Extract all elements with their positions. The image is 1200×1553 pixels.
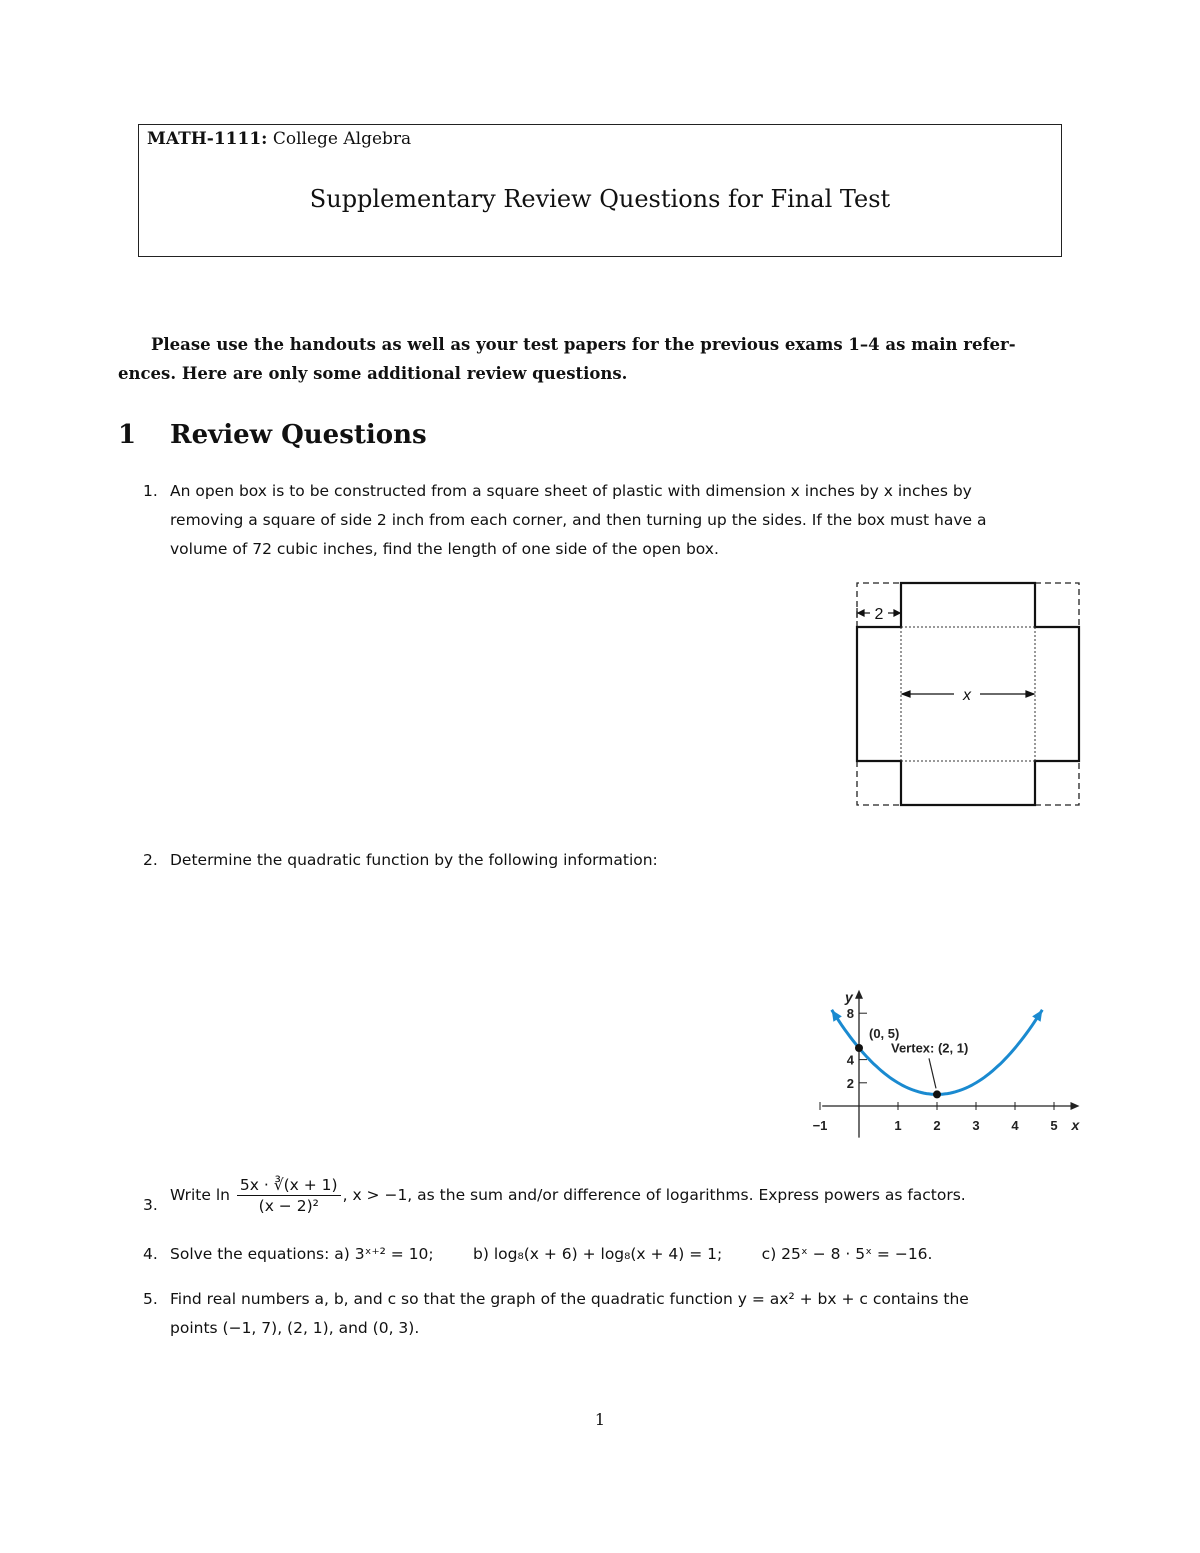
side-length-label: 2 <box>874 606 884 623</box>
log-fraction <box>237 1175 341 1216</box>
question-body <box>170 477 1080 564</box>
course-name: College Algebra <box>272 129 412 149</box>
x-axis-label: x <box>1071 1117 1080 1133</box>
y-tick-label: 2 <box>846 1075 854 1091</box>
y-tick-label: 8 <box>846 1006 854 1022</box>
question-line: points (−1, 7), (2, 1), and (0, 3). <box>170 1319 420 1337</box>
course-label <box>147 129 411 149</box>
x-dimension-label: x <box>963 687 971 704</box>
x-tick-label: 5 <box>1050 1118 1058 1133</box>
question-number: 5. <box>143 1290 158 1308</box>
x-tick-label: 1 <box>894 1118 902 1133</box>
question-body <box>170 1175 1080 1216</box>
open-box-diagram <box>850 578 1086 810</box>
data-point <box>855 1044 863 1052</box>
fraction-numerator: 5x · ∛(x + 1) <box>237 1175 341 1196</box>
section-title: Review Questions <box>170 420 427 450</box>
question-number: 3. <box>143 1196 158 1214</box>
vertex-label: Vertex: (2, 1) <box>891 1040 969 1056</box>
x-tick-label: 4 <box>1011 1118 1019 1133</box>
y-axis-arrow <box>855 990 863 999</box>
question-line: volume of 72 cubic inches, find the length of one side of the open box. <box>170 540 719 558</box>
question-line: Find real numbers a, b, and c so that the graph of the quadratic function y = ax² + bx + c contains the <box>170 1290 969 1308</box>
course-code: MATH-1111: <box>147 129 268 149</box>
x-tick-label: 2 <box>933 1118 941 1133</box>
page-number: 1 <box>594 1410 606 1429</box>
intro-line-1: Please use the handouts as well as your test papers for the previous exams 1–4 as main refer- <box>151 335 1016 354</box>
vertex-pointer <box>929 1058 936 1088</box>
document-title: Supplementary Review Questions for Final Test <box>309 185 891 213</box>
question-number: 4. <box>143 1245 158 1263</box>
question-line: An open box is to be constructed from a square sheet of plastic with dimension x inches by x inches by <box>170 482 972 500</box>
question-body: Determine the quadratic function by the following information: <box>170 851 658 869</box>
question-line: removing a square of side 2 inch from each corner, and then turning up the sides. If the box must have a <box>170 511 987 529</box>
question-number: 1. <box>143 482 158 500</box>
intro-paragraph <box>118 330 1080 388</box>
parabola-chart <box>785 890 1085 1150</box>
x-axis-arrow <box>1071 1102 1080 1110</box>
header-box <box>138 124 1062 257</box>
x-tick-label: −1 <box>812 1118 828 1133</box>
data-point <box>933 1090 941 1098</box>
y-tick-label: 4 <box>846 1052 854 1068</box>
section-heading <box>118 420 427 450</box>
question-number: 2. <box>143 851 158 869</box>
intro-line-2: ences. Here are only some additional review questions. <box>118 364 628 383</box>
point-label: (0, 5) <box>869 1026 900 1041</box>
question-text: Write ln <box>170 1186 230 1204</box>
question-text: , x > −1, as the sum and/or difference of logarithms. Express powers as factors. <box>342 1186 966 1204</box>
fraction-denominator: (x − 2)² <box>258 1197 319 1215</box>
question-body <box>170 1285 1080 1343</box>
section-number: 1 <box>118 420 137 450</box>
x-tick-label: 3 <box>972 1118 980 1133</box>
y-axis-label: y <box>845 988 853 1005</box>
question-body: Solve the equations: a) 3ˣ⁺² = 10; b) log₈(x + 6) + log₈(x + 4) = 1; c) 25ˣ − 8 · 5ˣ = −16. <box>170 1245 933 1263</box>
